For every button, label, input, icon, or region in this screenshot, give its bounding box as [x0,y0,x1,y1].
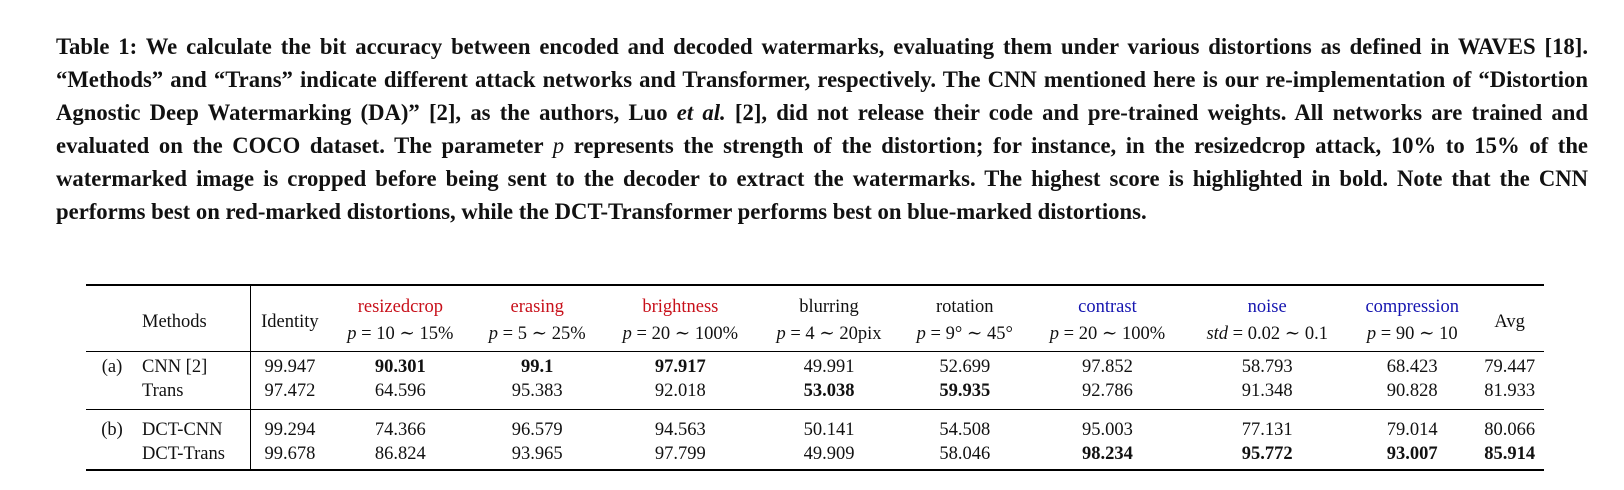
method-cell: DCT-CNN [138,410,251,443]
distortion-header-resizedcrop: resizedcrop [357,296,443,317]
distortion-header-erasing: erasing [510,296,564,317]
distortion-header-noise: noise [1247,296,1287,317]
distortion-header-blurring: blurring [799,296,859,317]
value-cell: 68.423 [1386,356,1438,377]
table-row [86,410,1544,443]
identity-cell: 99.678 [264,443,316,464]
value-cell: 52.699 [939,356,991,377]
identity-cell: 99.947 [264,356,316,377]
param-contrast: p = 20 ∼ 100% [1049,324,1166,344]
param-compression: p = 90 ∼ 10 [1366,324,1458,344]
param-noise: std = 0.02 ∼ 0.1 [1206,324,1328,344]
avg-cell: 79.447 [1484,356,1536,377]
results-table [86,284,1544,471]
value-cell: 98.234 [1082,443,1133,464]
value-cell: 95.772 [1241,443,1293,464]
value-cell: 91.348 [1241,380,1293,401]
value-cell: 79.014 [1386,419,1438,440]
method-cell: Trans [138,379,251,410]
value-cell: 97.852 [1082,356,1133,377]
distortion-header-rotation: rotation [935,296,994,317]
value-cell: 49.909 [803,443,855,464]
caption-param-symbol: p [552,133,565,158]
avg-cell: 81.933 [1484,380,1536,401]
value-cell: 95.003 [1082,419,1133,440]
group-label-b: (b) [101,419,123,440]
value-cell: 58.793 [1241,356,1293,377]
avg-cell: 85.914 [1484,443,1536,464]
identity-cell: 99.294 [264,419,316,440]
distortion-header-contrast: contrast [1078,296,1137,317]
caption-text-1: Table 1: We calculate the bit accuracy between encoded and decoded watermarks, evaluating them under various distortions as defined in WAVES [18]. “Methods” and “Trans” indicate different attack networks and Transformer, respectively. The CNN mentioned here is our re-implementation of “Distortion Agnostic Deep Watermarking (DA)” [2], as the authors, Luo [56,34,1588,125]
methods-header: Methods [138,285,251,352]
value-cell: 92.786 [1082,380,1133,401]
value-cell: 77.131 [1241,419,1293,440]
distortion-header-compression: compression [1365,296,1459,317]
value-cell: 97.799 [654,443,706,464]
group-header-empty [86,285,138,352]
value-cell: 99.1 [521,356,554,377]
param-resizedcrop: p = 10 ∼ 15% [347,324,454,344]
table-row [86,379,1544,410]
value-cell: 54.508 [939,419,991,440]
param-brightness: p = 20 ∼ 100% [622,324,739,344]
value-cell: 86.824 [374,443,426,464]
table-row [86,442,1544,470]
value-cell: 90.301 [374,356,426,377]
param-erasing: p = 5 ∼ 25% [488,324,586,344]
identity-header: Identity [261,312,319,332]
value-cell: 93.007 [1386,443,1438,464]
value-cell: 90.828 [1386,380,1438,401]
value-cell: 64.596 [374,380,426,401]
caption-text-2: [2], did not release their code and pre-trained weights. All networks are trained and evaluated on the COCO dataset. The parameter [56,100,1588,158]
value-cell: 96.579 [511,419,563,440]
value-cell: 95.383 [511,380,563,401]
caption-et-al: et al. [676,100,726,125]
value-cell: 58.046 [939,443,991,464]
group-label-a: (a) [101,356,123,377]
value-cell: 94.563 [654,419,706,440]
caption-text-3: represents the strength of the distortion; for instance, in the resizedcrop attack, 10% to 15% of the watermarked image is cropped before being sent to the decoder to extract the watermarks. The highest score is highlighted in bold. Note that the CNN performs best on red-marked distortions, while the DCT-Transformer performs best on blue-marked distortions. [56,133,1589,224]
param-blurring: p = 4 ∼ 20pix [776,324,882,344]
table-row [86,352,1544,380]
value-cell: 59.935 [939,380,991,401]
distortion-header-brightness: brightness [642,296,719,317]
value-cell: 53.038 [803,380,855,401]
value-cell: 97.917 [654,356,706,377]
avg-cell: 80.066 [1484,419,1536,440]
value-cell: 74.366 [374,419,426,440]
table-caption [56,30,1588,228]
value-cell: 92.018 [654,380,706,401]
header-row [86,285,1544,320]
value-cell: 93.965 [511,443,563,464]
avg-header: Avg [1494,312,1525,332]
value-cell: 50.141 [803,419,855,440]
value-cell: 49.991 [803,356,855,377]
method-cell: DCT-Trans [138,442,251,470]
param-rotation: p = 9° ∼ 45° [916,324,1013,344]
identity-cell: 97.472 [264,380,316,401]
method-cell: CNN [2] [138,352,251,380]
